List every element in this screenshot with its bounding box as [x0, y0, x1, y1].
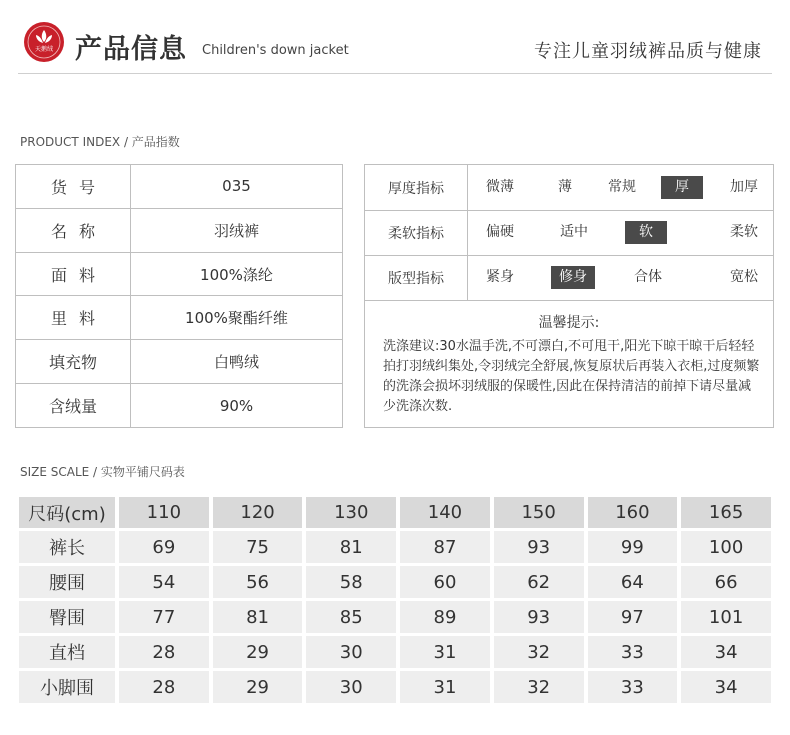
size-scale-label: SIZE SCALE / 实物平铺尺码表: [20, 465, 185, 479]
indicator-option: 常规: [608, 179, 636, 195]
size-cell: 28: [119, 636, 209, 668]
size-cell: 30: [306, 671, 396, 703]
info-value: 100%聚酯纤维: [131, 296, 343, 340]
header-cell: 尺码(cm): [19, 497, 115, 528]
size-header-row: [19, 497, 771, 528]
table-row: [19, 601, 771, 633]
size-cell: 93: [494, 601, 584, 633]
size-cell: 81: [213, 601, 303, 633]
info-value: 羽绒裤: [131, 208, 343, 252]
size-cell: 75: [213, 531, 303, 563]
fit-indicator: [365, 255, 773, 301]
header-cell: 140: [400, 497, 490, 528]
care-tip-title: 温馨提示:: [538, 315, 600, 331]
info-key: 含绒量: [16, 384, 131, 428]
indicator-option: 加厚: [730, 179, 758, 195]
table-row: [19, 566, 771, 598]
row-label: 腰围: [19, 566, 115, 598]
slogan: 专注儿童羽绒裤品质与健康: [534, 41, 762, 62]
size-cell: 34: [681, 671, 771, 703]
logo-text: 天鹅绒: [34, 46, 53, 53]
indicator-option: 偏硬: [486, 224, 514, 240]
indicator-panel: [364, 164, 774, 428]
size-cell: 64: [588, 566, 678, 598]
size-cell: 81: [306, 531, 396, 563]
indicator-option: 紧身: [486, 269, 514, 285]
table-row: [19, 671, 771, 703]
size-cell: 87: [400, 531, 490, 563]
header-cell: 110: [119, 497, 209, 528]
indicator-label: 厚度指标: [365, 165, 468, 210]
product-info-table: [15, 164, 343, 428]
table-row: [16, 208, 343, 252]
header-cell: 165: [681, 497, 771, 528]
table-row: [16, 340, 343, 384]
size-cell: 30: [306, 636, 396, 668]
size-cell: 34: [681, 636, 771, 668]
lotus-icon: [24, 22, 64, 62]
size-cell: 66: [681, 566, 771, 598]
softness-indicator: [365, 210, 773, 256]
size-cell: 33: [588, 636, 678, 668]
info-value: 035: [131, 165, 343, 209]
indicator-option-selected: 厚: [661, 176, 703, 199]
indicator-option-selected: 修身: [551, 266, 595, 289]
table-row: [16, 296, 343, 340]
table-row: [19, 636, 771, 668]
indicator-option-selected: 软: [625, 221, 667, 244]
info-value: 白鸭绒: [131, 340, 343, 384]
indicator-option: 宽松: [730, 269, 758, 285]
header-cell: 150: [494, 497, 584, 528]
indicator-label: 柔软指标: [365, 210, 468, 255]
info-key: 填充物: [16, 340, 131, 384]
indicator-option: 合体: [634, 269, 662, 285]
size-cell: 101: [681, 601, 771, 633]
header-cell: 120: [213, 497, 303, 528]
row-label: 裤长: [19, 531, 115, 563]
indicator-option: 薄: [558, 179, 572, 195]
size-cell: 62: [494, 566, 584, 598]
header-cell: 130: [306, 497, 396, 528]
size-cell: 31: [400, 636, 490, 668]
size-cell: 32: [494, 671, 584, 703]
row-label: 直档: [19, 636, 115, 668]
size-cell: 93: [494, 531, 584, 563]
info-key: 货号: [16, 165, 131, 209]
indicator-option: 柔软: [730, 224, 758, 240]
indicator-label: 版型指标: [365, 255, 468, 300]
page-title: 产品信息: [75, 34, 187, 65]
table-row: [19, 531, 771, 563]
size-table: [15, 494, 775, 706]
table-row: [16, 384, 343, 428]
header-cell: 160: [588, 497, 678, 528]
table-row: [16, 165, 343, 209]
info-value: 100%涤纶: [131, 252, 343, 296]
size-cell: 100: [681, 531, 771, 563]
page-subtitle: Children's down jacket: [202, 43, 349, 58]
header-divider: [18, 73, 772, 74]
size-cell: 33: [588, 671, 678, 703]
size-cell: 89: [400, 601, 490, 633]
size-cell: 29: [213, 671, 303, 703]
size-cell: 31: [400, 671, 490, 703]
info-key: 名称: [16, 208, 131, 252]
size-cell: 60: [400, 566, 490, 598]
brand-logo: [24, 22, 64, 62]
indicator-option: 适中: [560, 224, 588, 240]
size-cell: 56: [213, 566, 303, 598]
info-key: 面料: [16, 252, 131, 296]
size-cell: 97: [588, 601, 678, 633]
product-index-label: PRODUCT INDEX / 产品指数: [20, 135, 180, 149]
info-value: 90%: [131, 384, 343, 428]
thickness-indicator: [365, 165, 773, 211]
size-cell: 77: [119, 601, 209, 633]
size-cell: 32: [494, 636, 584, 668]
size-cell: 28: [119, 671, 209, 703]
row-label: 小脚围: [19, 671, 115, 703]
size-cell: 69: [119, 531, 209, 563]
size-cell: 54: [119, 566, 209, 598]
indicator-option: 微薄: [486, 179, 514, 195]
size-cell: 58: [306, 566, 396, 598]
info-key: 里料: [16, 296, 131, 340]
size-cell: 85: [306, 601, 396, 633]
size-cell: 99: [588, 531, 678, 563]
care-tip-text: 洗涤建议:30水温手洗,不可漂白,不可甩干,阳光下晾干晾干后轻轻拍打羽绒纠集处,令羽绒完全舒展,恢复原状后再装入衣柜,过度频繁的洗涤会损坏羽绒服的保暖性,因此在保持清洁的前掉下请尽量减少洗涤次数.: [383, 339, 760, 414]
size-cell: 29: [213, 636, 303, 668]
table-row: [16, 252, 343, 296]
row-label: 臀围: [19, 601, 115, 633]
